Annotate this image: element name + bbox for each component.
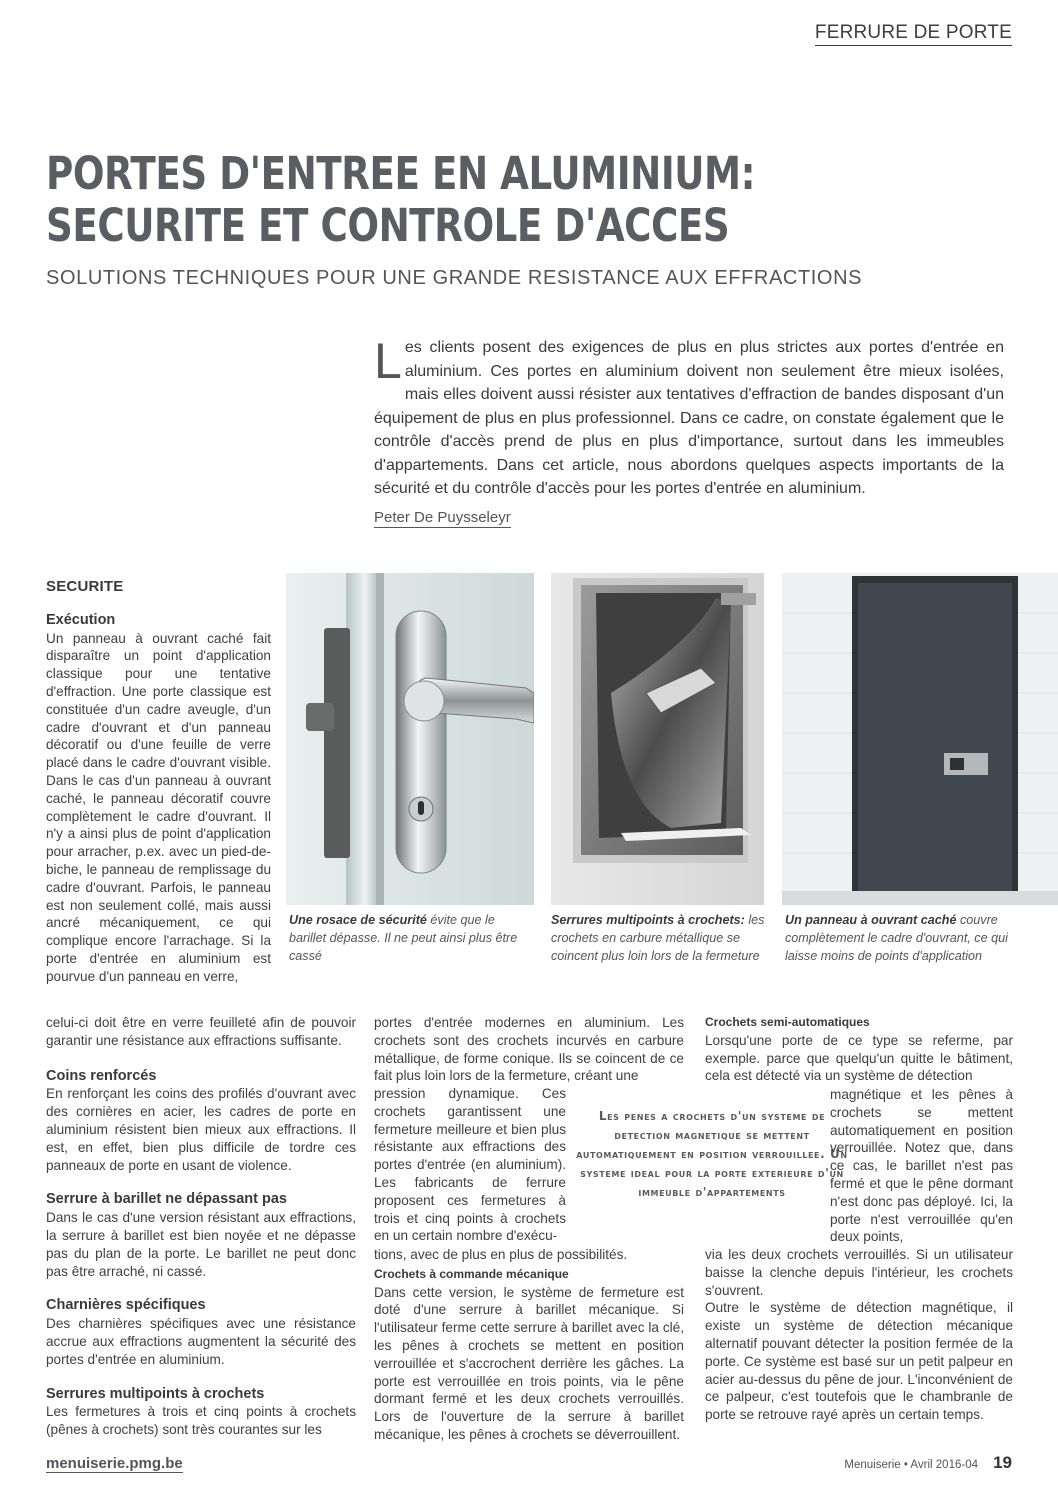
footer-magazine-issue: Menuiserie • Avril 2016-04 <box>844 1459 978 1471</box>
heading-semi-auto: Crochets semi-automatiques <box>705 1015 870 1029</box>
caption-2-title: Serrures multipoints à crochets: <box>551 913 745 927</box>
column-3-top <box>705 1014 1013 1085</box>
caption-2 <box>551 911 766 965</box>
caption-1 <box>289 911 529 965</box>
multipoints-paragraph: Les fermetures à trois et cinq points à crochets (pênes à crochets) sont très courantes sur les <box>46 1404 356 1438</box>
photo-hidden-sash-door <box>782 573 1058 905</box>
caption-2-text: les crochets en carbure métallique se coincent plus loin lors de la fermeture <box>551 913 765 963</box>
execution-paragraph: Un panneau à ouvrant caché fait disparaître un point d'application classique pour une tentative d'effraction. Une porte classique est constituée d'un cadre aveugle, d'un cadre d'ouvrant et d'un panneau décoratif ou d'une feuille de verre placé dans le cadre d'ouvrant visible. Dans le cas d'un panneau à ouvrant caché, le panneau décoratif couvre complètement le cadre d'ouvrant. Il n'y a ainsi plus de point d'application pour arracher, p.ex. avec un pied-de-biche, le panneau de remplissage du cadre d'ouvrant. Parfois, le panneau est non seulement collé, mais aussi ancré mécaniquement, ce qui complique encore l'arrachage. Si la porte d'entrée en aluminium est pourvue d'un panneau en verre, <box>46 630 271 984</box>
footer-website-link[interactable]: menuiserie.pmg.be <box>46 1455 183 1472</box>
column-2-top <box>374 1014 684 1085</box>
page-number: 19 <box>993 1453 1012 1472</box>
lead-text: es clients posent des exigences de plus en plus strictes aux portes d'entrée en aluminium. Ces portes en aluminium doivent non seulement être mieux isolées, mais elles doivent aussi résister aux tentatives d'effraction de bandes disposant d'un équipement de plus en plus professionnel. Dans ce cadre, on constate également que le contrôle d'accès prend de plus en plus d'importance, surtout dans les immeubles d'appartements. Dans cet article, nous abordons quelques aspects importants de la sécurité et du contrôle d'accès pour les portes d'entrée en aluminium. <box>374 339 1004 497</box>
charnieres-paragraph: Des charnières spécifiques avec une résistance accrue aux effractions augmentent la sécurité des portes d'entrée en aluminium. <box>46 1316 356 1367</box>
column-1-top <box>46 578 271 986</box>
column-2-wrap <box>374 1085 566 1245</box>
section-tag: FERRURE DE PORTE <box>815 22 1012 46</box>
title-line-2: SECURITE ET CONTROLE D'ACCES <box>46 199 730 252</box>
heading-multipoints: Serrures multipoints à crochets <box>46 1385 265 1402</box>
coins-paragraph: En renforçant les coins des profilés d'ouvrant avec des cornières en acier, les cadres de porte en aluminium résistent bien mieux aux effractions. Il est, en effet, bien plus difficile de tordre ces panneaux de porte en usant de violence. <box>46 1086 356 1173</box>
execution-paragraph-end: celui-ci doit être en verre feuilleté afin de pouvoir garantir une résistance aux effractions suffisante. <box>46 1015 356 1048</box>
section-heading-securite: SECURITE <box>46 578 124 595</box>
heading-coins: Coins renforcés <box>46 1067 157 1084</box>
col3-paragraph-3: via les deux crochets verrouillés. Si un utilisateur baisse la clenche depuis l'intérieur, les crochets s'ouvrent. <box>705 1247 1013 1298</box>
caption-3-title: Un panneau à ouvrant caché <box>785 913 957 927</box>
lead-paragraph <box>374 333 1004 501</box>
drop-cap: L <box>374 333 402 389</box>
col3-paragraph-2: magnétique et les pênes à crochets se mettent automatiquement en position verrouillée. Notez que, dans ce cas, le barillet n'est pas fermé et que le pêne dormant n'est donc pas déployé. Ici, la porte n'est verrouillée qu'en deux points, <box>830 1087 1013 1245</box>
column-1-bottom <box>46 1014 356 1439</box>
col3-paragraph-1: Lorsqu'une porte de ce type se referme, par exemple. parce que quelqu'un quitte le bâtiment, cela est détecté via un système de détection <box>705 1032 1013 1084</box>
mecanique-paragraph: Dans cette version, le système de fermeture est doté d'une serrure à barillet mécanique. Si l'utilisateur ferme cette serrure à barillet avec la clé, les pênes à crochets se mettent en position verrouillée et s'accrochent derrière les gâches. La porte est verrouillée en trois points, via le pêne dormant fermé et les deux crochets verrouillés. Lors de l'ouverture de la serrure à barillet mécanique, les pênes à crochets se déverrouillent. <box>374 1284 684 1442</box>
col2-paragraph-1: portes d'entrée modernes en aluminium. Les crochets sont des crochets incurvés en carbure métallique, de forme conique. Ils se coincent de ce fait plus loin lors de la fermeture, créant une <box>374 1015 684 1084</box>
column-3-bottom <box>705 1246 1013 1424</box>
caption-3 <box>785 911 1017 965</box>
column-2-bottom <box>374 1246 684 1444</box>
photo-multipoint-lock <box>551 573 764 905</box>
pull-quote: Les penes a crochets d'un systeme de detection magnetique se mettent automatiquement en position verrouillee. Un systeme ideal pour la porte exterieure d'un immeuble d'appartements <box>576 1109 848 1199</box>
author-byline: Peter De Puysseleyr <box>374 509 511 526</box>
col2-paragraph-2: pression dynamique. Ces crochets garantissent une fermeture meilleure et bien plus résistante aux effractions des portes d'entrée (en aluminium). Les fabricants de ferrure proposent ces fermetures à trois et cinq points à crochets en un certain nombre d'exécu- <box>374 1086 566 1244</box>
heading-execution: Exécution <box>46 611 116 628</box>
caption-3-text: couvre complètement le cadre d'ouvrant, ce qui laisse moins de points d'application <box>785 913 1008 963</box>
caption-1-text: évite que le barillet dépasse. Il ne peut ainsi plus être cassé <box>289 913 518 963</box>
heading-mecanique: Crochets à commande mécanique <box>374 1266 569 1281</box>
photo-security-rosette <box>286 573 534 905</box>
heading-charnieres: Charnières spécifiques <box>46 1297 206 1314</box>
article-subtitle: SOLUTIONS TECHNIQUES POUR UNE GRANDE RESISTANCE AUX EFFRACTIONS <box>46 267 863 289</box>
heading-barillet: Serrure à barillet ne dépassant pas <box>46 1191 287 1208</box>
title-line-1: PORTES D'ENTREE EN ALUMINIUM: <box>46 147 756 200</box>
barillet-paragraph: Dans le cas d'une version résistant aux effractions, la serrure à barillet est bien noyée et ne dépasse pas du plan de la porte. Le barillet ne peut donc pas être arraché, ni cassé. <box>46 1210 356 1279</box>
col3-paragraph-4: Outre le système de détection magnétique, il existe un système de détection mécanique alternatif pouvant détecter la position fermée de la porte. Ce système est basé sur un petit palpeur en acier au-dessus du pêne de jour. L'inconvénient de ce palpeur, c'est toutefois que le chambranle de porte se retrouve rayé après un certain temps. <box>705 1300 1013 1423</box>
article-title <box>46 148 948 252</box>
col2-paragraph-3: tions, avec de plus en plus de possibilités. <box>374 1247 628 1262</box>
caption-1-title: Une rosace de sécurité <box>289 913 427 927</box>
column-3-wrap <box>830 1086 1013 1246</box>
